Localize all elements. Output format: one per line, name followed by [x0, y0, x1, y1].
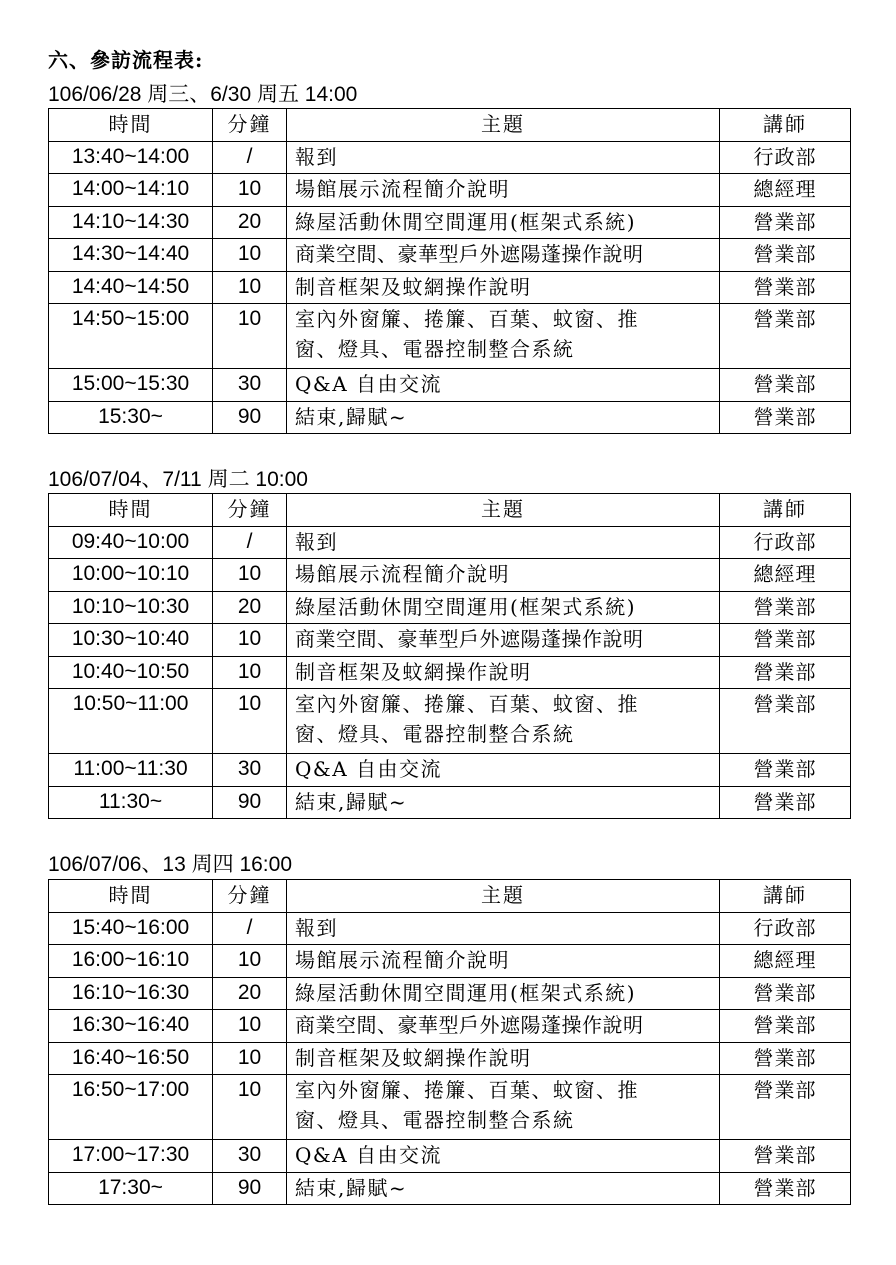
table-row: [49, 1075, 851, 1140]
header-time: 時間: [49, 494, 213, 527]
time-cell: 15:00~15:30: [49, 369, 213, 402]
minutes-cell: 90: [213, 1172, 287, 1205]
header-minutes: 分鐘: [213, 494, 287, 527]
minutes-cell: 90: [213, 786, 287, 819]
time-cell: 10:30~10:40: [49, 624, 213, 657]
minutes-cell: /: [213, 526, 287, 559]
table-row: [49, 945, 851, 978]
session-title: 106/06/28 周三、6/30 周五 14:00: [48, 83, 358, 106]
topic-cell: 綠屋活動休閒空間運用(框架式系統): [287, 206, 720, 239]
topic-cell: 室內外窗簾、捲簾、百葉、蚊窗、推窗、燈具、電器控制整合系統: [287, 304, 720, 369]
topic-cell: Q&A 自由交流: [287, 1140, 720, 1173]
header-minutes: 分鐘: [213, 880, 287, 913]
speaker-cell: 營業部: [720, 1172, 851, 1205]
minutes-cell: 10: [213, 945, 287, 978]
table-row: [49, 526, 851, 559]
time-cell: 17:30~: [49, 1172, 213, 1205]
schedule-table: [48, 493, 851, 819]
time-cell: 17:00~17:30: [49, 1140, 213, 1173]
minutes-cell: 90: [213, 401, 287, 434]
time-cell: 13:40~14:00: [49, 141, 213, 174]
speaker-cell: 營業部: [720, 239, 851, 272]
table-row: [49, 239, 851, 272]
minutes-cell: 20: [213, 977, 287, 1010]
header-speaker: 講師: [720, 109, 851, 142]
minutes-cell: 10: [213, 689, 287, 754]
table-row: [49, 1140, 851, 1173]
table-row: [49, 1010, 851, 1043]
topic-cell: 商業空間、豪華型戶外遮陽蓬操作說明: [287, 239, 720, 272]
table-row: [49, 369, 851, 402]
minutes-cell: 10: [213, 1010, 287, 1043]
table-header-row: [49, 494, 851, 527]
table-row: [49, 591, 851, 624]
speaker-cell: 營業部: [720, 624, 851, 657]
time-cell: 14:00~14:10: [49, 174, 213, 207]
header-topic: 主題: [287, 494, 720, 527]
time-cell: 10:10~10:30: [49, 591, 213, 624]
time-cell: 14:10~14:30: [49, 206, 213, 239]
time-cell: 14:30~14:40: [49, 239, 213, 272]
time-cell: 15:30~: [49, 401, 213, 434]
table-row: [49, 1172, 851, 1205]
minutes-cell: 30: [213, 754, 287, 787]
topic-cell: 報到: [287, 912, 720, 945]
minutes-cell: 10: [213, 624, 287, 657]
session-title: 106/07/06、13 周四 16:00: [48, 853, 293, 876]
speaker-cell: 營業部: [720, 977, 851, 1010]
time-cell: 11:00~11:30: [49, 754, 213, 787]
header-speaker: 講師: [720, 880, 851, 913]
speaker-cell: 行政部: [720, 912, 851, 945]
time-cell: 16:00~16:10: [49, 945, 213, 978]
topic-cell: 室內外窗簾、捲簾、百葉、蚊窗、推窗、燈具、電器控制整合系統: [287, 1075, 720, 1140]
topic-cell: Q&A 自由交流: [287, 369, 720, 402]
speaker-cell: 總經理: [720, 174, 851, 207]
minutes-cell: /: [213, 141, 287, 174]
time-cell: 10:40~10:50: [49, 656, 213, 689]
table-header-row: [49, 880, 851, 913]
minutes-cell: 10: [213, 559, 287, 592]
table-row: [49, 624, 851, 657]
topic-cell: 制音框架及蚊網操作說明: [287, 1042, 720, 1075]
time-cell: 10:50~11:00: [49, 689, 213, 754]
schedule-table: [48, 879, 851, 1205]
topic-cell: 結束,歸賦~: [287, 786, 720, 819]
table-row: [49, 304, 851, 369]
speaker-cell: 營業部: [720, 369, 851, 402]
minutes-cell: /: [213, 912, 287, 945]
time-cell: 15:40~16:00: [49, 912, 213, 945]
topic-cell: 綠屋活動休閒空間運用(框架式系統): [287, 591, 720, 624]
table-row: [49, 559, 851, 592]
table-row: [49, 1042, 851, 1075]
time-cell: 14:50~15:00: [49, 304, 213, 369]
speaker-cell: 營業部: [720, 1042, 851, 1075]
minutes-cell: 10: [213, 304, 287, 369]
topic-cell: 場館展示流程簡介說明: [287, 559, 720, 592]
table-row: [49, 754, 851, 787]
topic-cell: Q&A 自由交流: [287, 754, 720, 787]
minutes-cell: 10: [213, 1042, 287, 1075]
minutes-cell: 20: [213, 206, 287, 239]
speaker-cell: 營業部: [720, 1140, 851, 1173]
table-row: [49, 689, 851, 754]
topic-cell: 制音框架及蚊網操作說明: [287, 271, 720, 304]
table-header-row: [49, 109, 851, 142]
minutes-cell: 30: [213, 369, 287, 402]
header-time: 時間: [49, 109, 213, 142]
topic-cell: 結束,歸賦~: [287, 1172, 720, 1205]
topic-cell: 室內外窗簾、捲簾、百葉、蚊窗、推窗、燈具、電器控制整合系統: [287, 689, 720, 754]
speaker-cell: 營業部: [720, 689, 851, 754]
topic-cell: 報到: [287, 526, 720, 559]
time-cell: 16:30~16:40: [49, 1010, 213, 1043]
speaker-cell: 營業部: [720, 401, 851, 434]
minutes-cell: 10: [213, 1075, 287, 1140]
topic-cell: 結束,歸賦~: [287, 401, 720, 434]
table-row: [49, 401, 851, 434]
table-row: [49, 271, 851, 304]
speaker-cell: 營業部: [720, 786, 851, 819]
time-cell: 16:10~16:30: [49, 977, 213, 1010]
speaker-cell: 行政部: [720, 141, 851, 174]
page-heading: 六、參訪流程表:: [48, 48, 204, 72]
table-row: [49, 912, 851, 945]
table-row: [49, 206, 851, 239]
topic-cell: 商業空間、豪華型戶外遮陽蓬操作說明: [287, 624, 720, 657]
table-row: [49, 174, 851, 207]
speaker-cell: 總經理: [720, 559, 851, 592]
speaker-cell: 營業部: [720, 206, 851, 239]
speaker-cell: 營業部: [720, 271, 851, 304]
time-cell: 14:40~14:50: [49, 271, 213, 304]
minutes-cell: 10: [213, 656, 287, 689]
minutes-cell: 30: [213, 1140, 287, 1173]
topic-cell: 報到: [287, 141, 720, 174]
speaker-cell: 營業部: [720, 1010, 851, 1043]
time-cell: 11:30~: [49, 786, 213, 819]
table-row: [49, 977, 851, 1010]
speaker-cell: 營業部: [720, 1075, 851, 1140]
speaker-cell: 營業部: [720, 754, 851, 787]
time-cell: 16:40~16:50: [49, 1042, 213, 1075]
session-title: 106/07/04、7/11 周二 10:00: [48, 468, 308, 491]
time-cell: 09:40~10:00: [49, 526, 213, 559]
header-topic: 主題: [287, 109, 720, 142]
time-cell: 10:00~10:10: [49, 559, 213, 592]
header-minutes: 分鐘: [213, 109, 287, 142]
topic-cell: 制音框架及蚊網操作說明: [287, 656, 720, 689]
table-row: [49, 656, 851, 689]
minutes-cell: 10: [213, 271, 287, 304]
table-row: [49, 141, 851, 174]
topic-cell: 場館展示流程簡介說明: [287, 945, 720, 978]
speaker-cell: 營業部: [720, 656, 851, 689]
topic-cell: 場館展示流程簡介說明: [287, 174, 720, 207]
header-topic: 主題: [287, 880, 720, 913]
minutes-cell: 20: [213, 591, 287, 624]
schedule-table: [48, 108, 851, 434]
speaker-cell: 營業部: [720, 591, 851, 624]
header-time: 時間: [49, 880, 213, 913]
minutes-cell: 10: [213, 239, 287, 272]
minutes-cell: 10: [213, 174, 287, 207]
speaker-cell: 營業部: [720, 304, 851, 369]
topic-cell: 商業空間、豪華型戶外遮陽蓬操作說明: [287, 1010, 720, 1043]
header-speaker: 講師: [720, 494, 851, 527]
speaker-cell: 行政部: [720, 526, 851, 559]
time-cell: 16:50~17:00: [49, 1075, 213, 1140]
table-row: [49, 786, 851, 819]
topic-cell: 綠屋活動休閒空間運用(框架式系統): [287, 977, 720, 1010]
speaker-cell: 總經理: [720, 945, 851, 978]
